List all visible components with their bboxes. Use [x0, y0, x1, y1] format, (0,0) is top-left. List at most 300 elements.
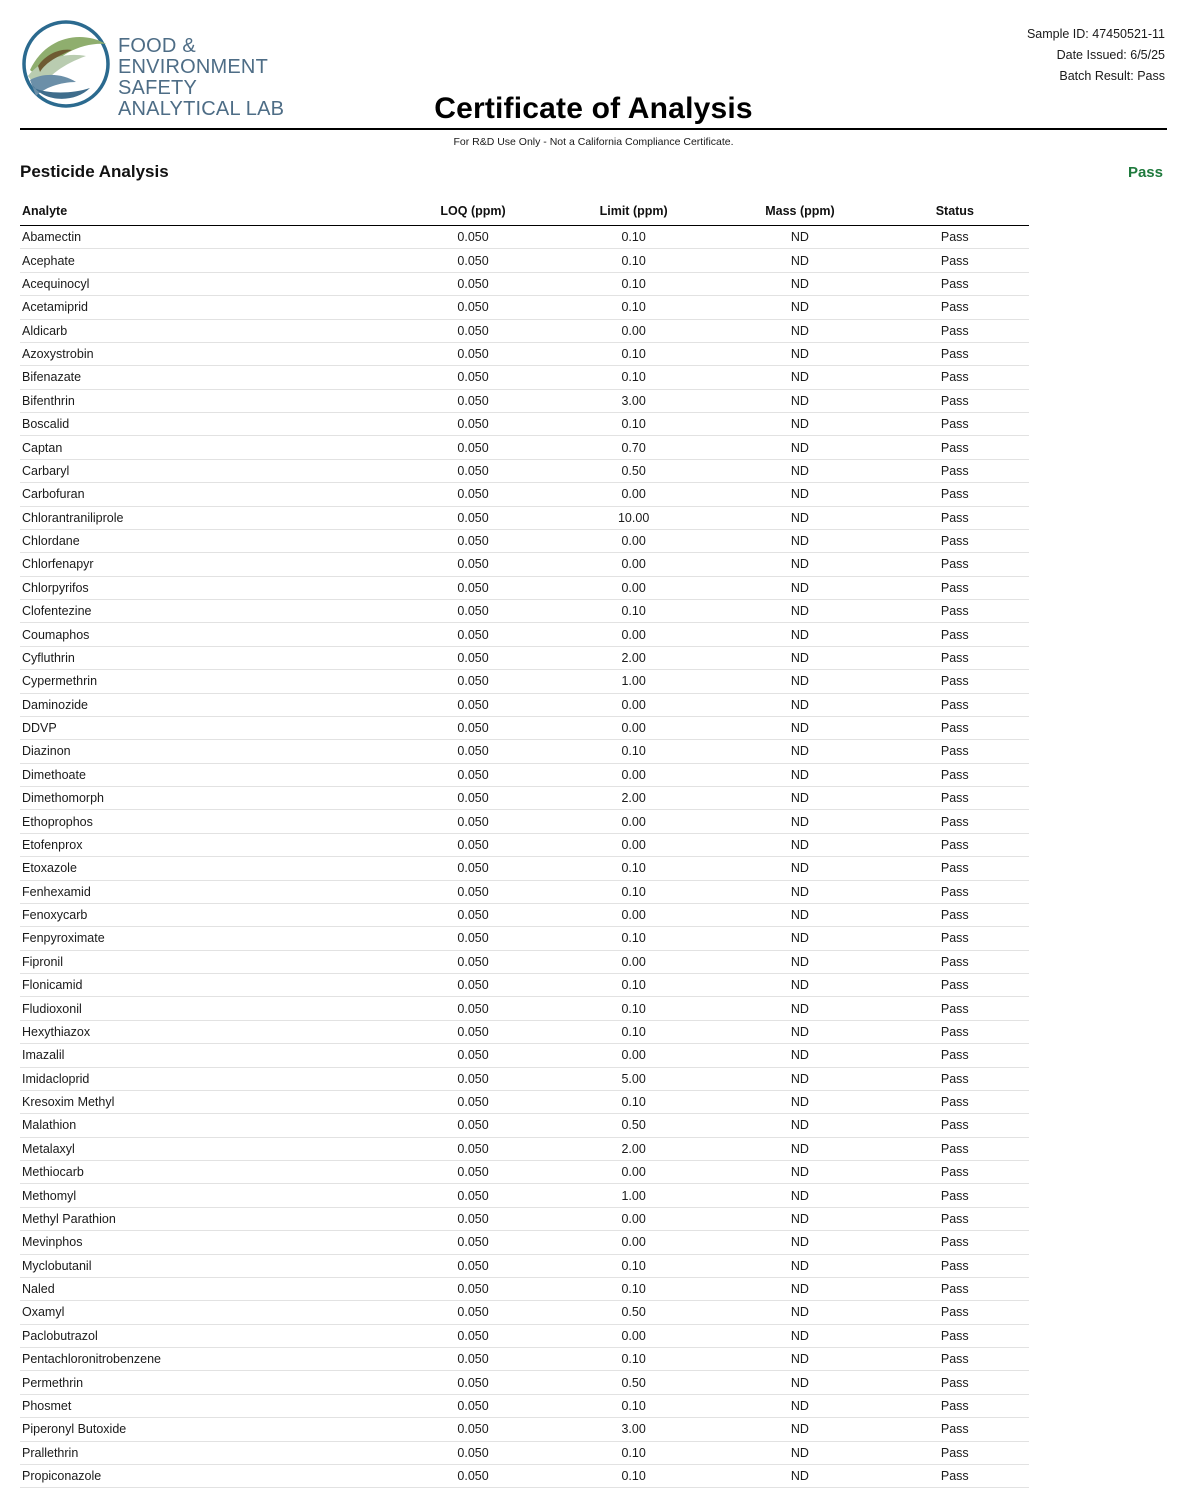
cell-spacer — [1029, 1137, 1167, 1160]
cell-loq: 0.050 — [399, 1371, 548, 1394]
cell-status: Pass — [880, 1090, 1029, 1113]
cell-mass: ND — [720, 903, 881, 926]
table-row — [20, 529, 1167, 552]
cell-mass: ND — [720, 1418, 881, 1441]
cell-status: Pass — [880, 693, 1029, 716]
table-row — [20, 974, 1167, 997]
table-row — [20, 903, 1167, 926]
cell-status: Pass — [880, 927, 1029, 950]
cell-limit: 0.10 — [548, 1464, 720, 1487]
table-row — [20, 1184, 1167, 1207]
cell-loq: 0.050 — [399, 1207, 548, 1230]
cell-spacer — [1029, 506, 1167, 529]
cell-spacer — [1029, 249, 1167, 272]
cell-loq: 0.050 — [399, 880, 548, 903]
cell-loq: 0.050 — [399, 226, 548, 249]
cell-spacer — [1029, 787, 1167, 810]
cell-loq: 0.050 — [399, 1137, 548, 1160]
cell-loq: 0.050 — [399, 553, 548, 576]
table-row — [20, 342, 1167, 365]
table-body — [20, 226, 1167, 1488]
cell-status: Pass — [880, 1301, 1029, 1324]
cell-status: Pass — [880, 646, 1029, 669]
cell-spacer — [1029, 880, 1167, 903]
cell-status: Pass — [880, 950, 1029, 973]
cell-analyte: Chlordane — [20, 529, 399, 552]
cell-mass: ND — [720, 670, 881, 693]
cell-analyte: Clofentezine — [20, 600, 399, 623]
cell-mass: ND — [720, 459, 881, 482]
cell-spacer — [1029, 1371, 1167, 1394]
cell-loq: 0.050 — [399, 576, 548, 599]
cell-limit: 0.00 — [548, 1324, 720, 1347]
cell-loq: 0.050 — [399, 997, 548, 1020]
cell-mass: ND — [720, 366, 881, 389]
cell-mass: ND — [720, 880, 881, 903]
cell-limit: 0.00 — [548, 810, 720, 833]
cell-limit: 0.10 — [548, 1348, 720, 1371]
cell-spacer — [1029, 1464, 1167, 1487]
cell-status: Pass — [880, 997, 1029, 1020]
cell-mass: ND — [720, 600, 881, 623]
cell-analyte: Captan — [20, 436, 399, 459]
cell-status: Pass — [880, 296, 1029, 319]
cell-limit: 0.00 — [548, 763, 720, 786]
cell-loq: 0.050 — [399, 810, 548, 833]
cell-loq: 0.050 — [399, 249, 548, 272]
cell-status: Pass — [880, 740, 1029, 763]
section-header — [20, 162, 1167, 182]
cell-limit: 0.00 — [548, 903, 720, 926]
cell-loq: 0.050 — [399, 974, 548, 997]
cell-loq: 0.050 — [399, 740, 548, 763]
cell-spacer — [1029, 646, 1167, 669]
cell-mass: ND — [720, 810, 881, 833]
cell-loq: 0.050 — [399, 903, 548, 926]
cell-status: Pass — [880, 1418, 1029, 1441]
cell-loq: 0.050 — [399, 342, 548, 365]
cell-spacer — [1029, 413, 1167, 436]
cell-loq: 0.050 — [399, 623, 548, 646]
table-row — [20, 927, 1167, 950]
cell-mass: ND — [720, 1020, 881, 1043]
cell-loq: 0.050 — [399, 857, 548, 880]
cell-limit: 0.10 — [548, 366, 720, 389]
cell-limit: 0.10 — [548, 1277, 720, 1300]
cell-spacer — [1029, 1418, 1167, 1441]
logo-line-4: ANALYTICAL LAB — [118, 98, 285, 120]
cell-analyte: Dimethomorph — [20, 787, 399, 810]
cell-status: Pass — [880, 880, 1029, 903]
cell-mass: ND — [720, 1137, 881, 1160]
table-row — [20, 1371, 1167, 1394]
sample-id: Sample ID: 47450521-11 — [1026, 27, 1165, 41]
cell-analyte: Flonicamid — [20, 974, 399, 997]
cell-status: Pass — [880, 833, 1029, 856]
cell-limit: 0.00 — [548, 716, 720, 739]
cell-status: Pass — [880, 1464, 1029, 1487]
cell-loq: 0.050 — [399, 1394, 548, 1417]
table-row — [20, 1137, 1167, 1160]
cell-status: Pass — [880, 389, 1029, 412]
cell-status: Pass — [880, 226, 1029, 249]
cell-analyte: Naled — [20, 1277, 399, 1300]
cell-limit: 0.00 — [548, 576, 720, 599]
cell-spacer — [1029, 1020, 1167, 1043]
logo-line-3: SAFETY — [118, 77, 197, 99]
table-row — [20, 1464, 1167, 1487]
cell-limit: 0.10 — [548, 249, 720, 272]
cell-analyte: Myclobutanil — [20, 1254, 399, 1277]
logo-line-1: FOOD & — [118, 35, 196, 57]
cell-limit: 0.10 — [548, 1441, 720, 1464]
cell-status: Pass — [880, 483, 1029, 506]
cell-loq: 0.050 — [399, 1231, 548, 1254]
cell-analyte: Fenpyroximate — [20, 927, 399, 950]
cell-mass: ND — [720, 693, 881, 716]
cell-analyte: Diazinon — [20, 740, 399, 763]
cell-limit: 0.00 — [548, 950, 720, 973]
cell-status: Pass — [880, 903, 1029, 926]
cell-mass: ND — [720, 1301, 881, 1324]
cell-analyte: Propiconazole — [20, 1464, 399, 1487]
cell-mass: ND — [720, 623, 881, 646]
cell-spacer — [1029, 459, 1167, 482]
table-row — [20, 1394, 1167, 1417]
cell-spacer — [1029, 272, 1167, 295]
table-row — [20, 600, 1167, 623]
cell-mass: ND — [720, 1441, 881, 1464]
cell-mass: ND — [720, 319, 881, 342]
cell-analyte: Prallethrin — [20, 1441, 399, 1464]
cell-spacer — [1029, 833, 1167, 856]
cell-status: Pass — [880, 600, 1029, 623]
table-row — [20, 1090, 1167, 1113]
table-row — [20, 716, 1167, 739]
cell-status: Pass — [880, 342, 1029, 365]
cell-spacer — [1029, 997, 1167, 1020]
table-row — [20, 1114, 1167, 1137]
cell-spacer — [1029, 950, 1167, 973]
date-issued: Date Issued: 6/5/25 — [1056, 48, 1165, 62]
cell-analyte: Hexythiazox — [20, 1020, 399, 1043]
table-row — [20, 1277, 1167, 1300]
cell-analyte: Carbofuran — [20, 483, 399, 506]
cell-status: Pass — [880, 1114, 1029, 1137]
cell-spacer — [1029, 1348, 1167, 1371]
cell-status: Pass — [880, 810, 1029, 833]
table-row — [20, 226, 1167, 249]
table-row — [20, 459, 1167, 482]
cell-analyte: Permethrin — [20, 1371, 399, 1394]
cell-spacer — [1029, 1184, 1167, 1207]
cell-limit: 0.10 — [548, 600, 720, 623]
cell-limit: 5.00 — [548, 1067, 720, 1090]
cell-analyte: Paclobutrazol — [20, 1324, 399, 1347]
cell-limit: 0.00 — [548, 553, 720, 576]
table-row — [20, 857, 1167, 880]
cell-analyte: Ethoprophos — [20, 810, 399, 833]
cell-status: Pass — [880, 506, 1029, 529]
cell-loq: 0.050 — [399, 389, 548, 412]
cell-status: Pass — [880, 1441, 1029, 1464]
cell-analyte: Coumaphos — [20, 623, 399, 646]
cell-mass: ND — [720, 272, 881, 295]
cell-spacer — [1029, 389, 1167, 412]
table-row — [20, 997, 1167, 1020]
cell-limit: 0.00 — [548, 693, 720, 716]
cell-loq: 0.050 — [399, 483, 548, 506]
cell-analyte: Acequinocyl — [20, 272, 399, 295]
cell-loq: 0.050 — [399, 600, 548, 623]
table-row — [20, 272, 1167, 295]
cell-analyte: Methiocarb — [20, 1161, 399, 1184]
cell-spacer — [1029, 810, 1167, 833]
cell-mass: ND — [720, 226, 881, 249]
cell-analyte: Bifenazate — [20, 366, 399, 389]
cell-limit: 0.10 — [548, 272, 720, 295]
cell-spacer — [1029, 927, 1167, 950]
cell-mass: ND — [720, 1348, 881, 1371]
cell-spacer — [1029, 693, 1167, 716]
cell-loq: 0.050 — [399, 366, 548, 389]
cell-mass: ND — [720, 740, 881, 763]
cell-mass: ND — [720, 1114, 881, 1137]
cell-spacer — [1029, 1254, 1167, 1277]
cell-analyte: Chlorpyrifos — [20, 576, 399, 599]
cell-mass: ND — [720, 296, 881, 319]
cell-analyte: Fenoxycarb — [20, 903, 399, 926]
cell-loq: 0.050 — [399, 529, 548, 552]
cell-limit: 2.00 — [548, 646, 720, 669]
column-header-status: Status — [880, 204, 1029, 226]
cell-spacer — [1029, 623, 1167, 646]
cell-spacer — [1029, 1114, 1167, 1137]
cell-status: Pass — [880, 413, 1029, 436]
column-header-analyte: Analyte — [20, 204, 399, 226]
cell-limit: 0.00 — [548, 1044, 720, 1067]
cell-mass: ND — [720, 436, 881, 459]
cell-loq: 0.050 — [399, 319, 548, 342]
cell-mass: ND — [720, 646, 881, 669]
cell-limit: 10.00 — [548, 506, 720, 529]
cell-spacer — [1029, 342, 1167, 365]
column-header-spacer — [1029, 204, 1167, 226]
disclaimer-text: For R&D Use Only - Not a California Compliance Certificate. — [453, 136, 734, 148]
cell-status: Pass — [880, 670, 1029, 693]
cell-analyte: Etofenprox — [20, 833, 399, 856]
cell-spacer — [1029, 226, 1167, 249]
table-row — [20, 880, 1167, 903]
cell-analyte: Fenhexamid — [20, 880, 399, 903]
cell-limit: 0.70 — [548, 436, 720, 459]
table-row — [20, 296, 1167, 319]
cell-mass: ND — [720, 997, 881, 1020]
cell-spacer — [1029, 600, 1167, 623]
cell-limit: 1.00 — [548, 1184, 720, 1207]
cell-loq: 0.050 — [399, 1184, 548, 1207]
cell-status: Pass — [880, 553, 1029, 576]
cell-limit: 3.00 — [548, 389, 720, 412]
cell-loq: 0.050 — [399, 763, 548, 786]
cell-limit: 0.10 — [548, 413, 720, 436]
cell-spacer — [1029, 553, 1167, 576]
column-header-limit: Limit (ppm) — [548, 204, 720, 226]
cell-spacer — [1029, 366, 1167, 389]
cell-analyte: Carbaryl — [20, 459, 399, 482]
cell-spacer — [1029, 1044, 1167, 1067]
cell-limit: 1.00 — [548, 670, 720, 693]
column-header-mass: Mass (ppm) — [720, 204, 881, 226]
table-row — [20, 1161, 1167, 1184]
cell-spacer — [1029, 1301, 1167, 1324]
cell-status: Pass — [880, 1184, 1029, 1207]
cell-loq: 0.050 — [399, 1348, 548, 1371]
cell-status: Pass — [880, 1207, 1029, 1230]
cell-mass: ND — [720, 1044, 881, 1067]
cell-status: Pass — [880, 1067, 1029, 1090]
cell-mass: ND — [720, 389, 881, 412]
cell-analyte: Dimethoate — [20, 763, 399, 786]
cell-analyte: Fipronil — [20, 950, 399, 973]
table-row — [20, 693, 1167, 716]
table-row — [20, 623, 1167, 646]
cell-limit: 2.00 — [548, 1137, 720, 1160]
cell-limit: 0.10 — [548, 296, 720, 319]
cell-loq: 0.050 — [399, 1441, 548, 1464]
cell-spacer — [1029, 1090, 1167, 1113]
cell-loq: 0.050 — [399, 1044, 548, 1067]
cell-mass: ND — [720, 857, 881, 880]
cell-analyte: Etoxazole — [20, 857, 399, 880]
table-row — [20, 1301, 1167, 1324]
table-row — [20, 319, 1167, 342]
cell-status: Pass — [880, 1020, 1029, 1043]
table-row — [20, 249, 1167, 272]
cell-analyte: Metalaxyl — [20, 1137, 399, 1160]
cell-status: Pass — [880, 1394, 1029, 1417]
cell-status: Pass — [880, 716, 1029, 739]
cell-limit: 0.10 — [548, 342, 720, 365]
cell-status: Pass — [880, 1277, 1029, 1300]
cell-mass: ND — [720, 553, 881, 576]
cell-analyte: Cypermethrin — [20, 670, 399, 693]
cell-analyte: Kresoxim Methyl — [20, 1090, 399, 1113]
cell-limit: 0.10 — [548, 1020, 720, 1043]
cell-spacer — [1029, 763, 1167, 786]
cell-status: Pass — [880, 1254, 1029, 1277]
cell-loq: 0.050 — [399, 272, 548, 295]
cell-limit: 0.00 — [548, 529, 720, 552]
cell-status: Pass — [880, 436, 1029, 459]
cell-spacer — [1029, 1067, 1167, 1090]
table-row — [20, 1418, 1167, 1441]
cell-analyte: Oxamyl — [20, 1301, 399, 1324]
cell-loq: 0.050 — [399, 1020, 548, 1043]
cell-status: Pass — [880, 1231, 1029, 1254]
table-row — [20, 787, 1167, 810]
cell-mass: ND — [720, 1067, 881, 1090]
cell-analyte: Boscalid — [20, 413, 399, 436]
cell-analyte: Acetamiprid — [20, 296, 399, 319]
cell-mass: ND — [720, 249, 881, 272]
cell-loq: 0.050 — [399, 787, 548, 810]
cell-status: Pass — [880, 366, 1029, 389]
table-row — [20, 1020, 1167, 1043]
cell-loq: 0.050 — [399, 950, 548, 973]
cell-status: Pass — [880, 319, 1029, 342]
cell-status: Pass — [880, 529, 1029, 552]
cell-mass: ND — [720, 1324, 881, 1347]
cell-spacer — [1029, 319, 1167, 342]
cell-status: Pass — [880, 623, 1029, 646]
cell-limit: 0.00 — [548, 1231, 720, 1254]
cell-mass: ND — [720, 974, 881, 997]
cell-mass: ND — [720, 1464, 881, 1487]
cell-limit: 0.00 — [548, 319, 720, 342]
cell-status: Pass — [880, 1324, 1029, 1347]
cell-spacer — [1029, 857, 1167, 880]
cell-loq: 0.050 — [399, 1301, 548, 1324]
cell-analyte: Acephate — [20, 249, 399, 272]
cell-mass: ND — [720, 576, 881, 599]
cell-mass: ND — [720, 529, 881, 552]
cell-analyte: Malathion — [20, 1114, 399, 1137]
cell-analyte: Aldicarb — [20, 319, 399, 342]
cell-mass: ND — [720, 1207, 881, 1230]
cell-loq: 0.050 — [399, 506, 548, 529]
table-row — [20, 646, 1167, 669]
cell-loq: 0.050 — [399, 646, 548, 669]
document-header — [20, 14, 1167, 125]
cell-loq: 0.050 — [399, 296, 548, 319]
cell-status: Pass — [880, 1161, 1029, 1184]
cell-analyte: Imidacloprid — [20, 1067, 399, 1090]
cell-spacer — [1029, 670, 1167, 693]
cell-limit: 2.00 — [548, 787, 720, 810]
pesticide-results-table — [20, 204, 1167, 1488]
cell-spacer — [1029, 1161, 1167, 1184]
table-row — [20, 950, 1167, 973]
table-row — [20, 366, 1167, 389]
cell-status: Pass — [880, 249, 1029, 272]
cell-mass: ND — [720, 787, 881, 810]
table-row — [20, 1441, 1167, 1464]
cell-limit: 0.00 — [548, 833, 720, 856]
cell-limit: 0.00 — [548, 483, 720, 506]
cell-limit: 0.50 — [548, 459, 720, 482]
cell-limit: 0.00 — [548, 1161, 720, 1184]
cell-analyte: Daminozide — [20, 693, 399, 716]
cell-spacer — [1029, 740, 1167, 763]
cell-analyte: Bifenthrin — [20, 389, 399, 412]
cell-limit: 0.10 — [548, 974, 720, 997]
cell-mass: ND — [720, 506, 881, 529]
table-row — [20, 1207, 1167, 1230]
cell-analyte: Mevinphos — [20, 1231, 399, 1254]
cell-analyte: Cyfluthrin — [20, 646, 399, 669]
table-row — [20, 763, 1167, 786]
page-title: Certificate of Analysis — [434, 92, 753, 125]
sample-meta — [1027, 24, 1165, 87]
cell-spacer — [1029, 1231, 1167, 1254]
cell-spacer — [1029, 716, 1167, 739]
cell-loq: 0.050 — [399, 693, 548, 716]
table-row — [20, 1231, 1167, 1254]
cell-limit: 0.10 — [548, 997, 720, 1020]
cell-loq: 0.050 — [399, 1324, 548, 1347]
cell-limit: 0.50 — [548, 1114, 720, 1137]
